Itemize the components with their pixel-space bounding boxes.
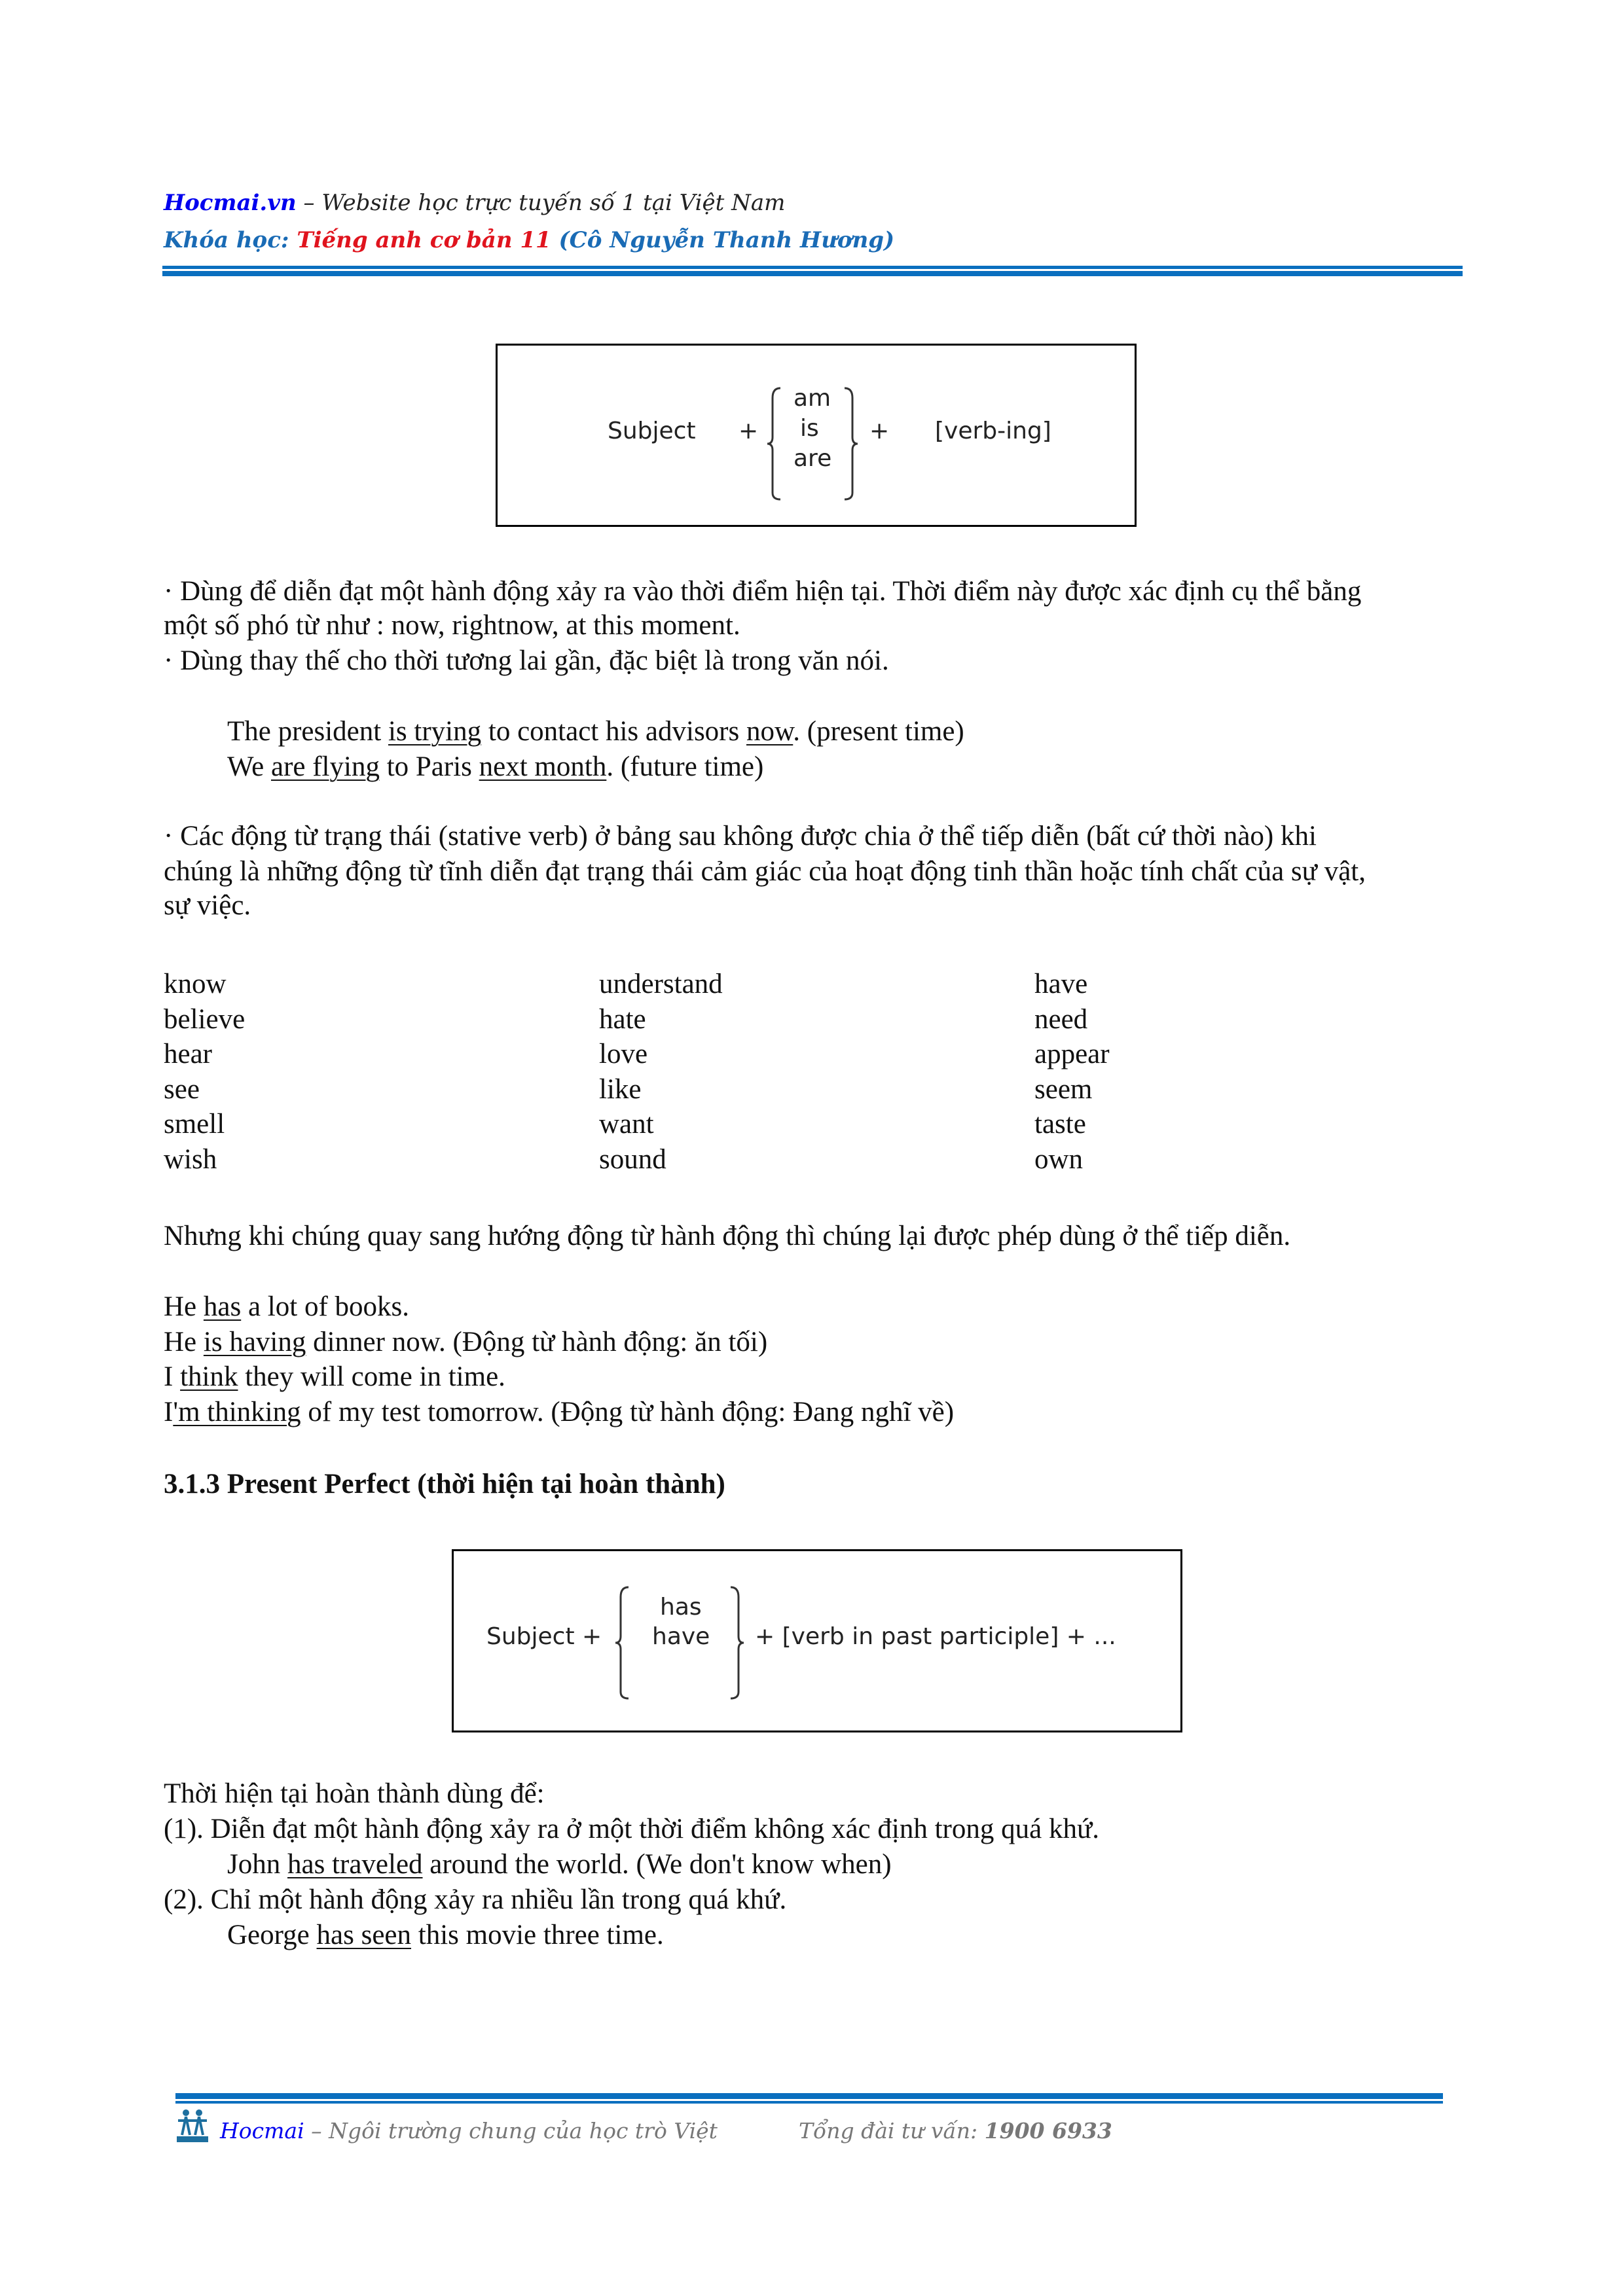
verb-cell: wish: [164, 1144, 217, 1175]
header-rule-thick: [162, 271, 1463, 276]
paragraph: (1). Diễn đạt một hành động xảy ra ở một thời điểm không xác định trong quá khứ.: [164, 1814, 1099, 1844]
formula-have: have: [652, 1623, 710, 1650]
formula-subject: Subject: [608, 418, 696, 444]
formula-plus: +: [869, 418, 890, 444]
formula-subject: Subject +: [486, 1623, 602, 1650]
footer-text: Hocmai – Ngôi trường chung của học trò Việt: [220, 2118, 718, 2144]
paragraph: Thời hiện tại hoàn thành dùng để:: [164, 1778, 545, 1809]
verb-cell: want: [599, 1109, 654, 1140]
header-rule-thin: [162, 266, 1463, 269]
verb-cell: like: [599, 1073, 642, 1105]
course-name: Tiếng anh cơ bản 11: [297, 227, 551, 253]
example-line: He is having dinner now. (Động từ hành động: ăn tối): [164, 1326, 768, 1357]
verb-cell: appear: [1034, 1039, 1110, 1070]
site-link[interactable]: Hocmai.vn: [164, 190, 297, 216]
formula-rest: + [verb in past participle] + ...: [755, 1623, 1116, 1650]
paragraph: (2). Chỉ một hành động xảy ra nhiều lần trong quá khứ.: [164, 1884, 787, 1915]
course-label: Khóa học:: [164, 227, 297, 253]
example-line: He has a lot of books.: [164, 1291, 410, 1322]
verb-cell: hear: [164, 1039, 212, 1070]
example-line: George has seen this movie three time.: [227, 1920, 664, 1950]
teacher: (Cô Nguyễn Thanh Hương): [551, 227, 895, 253]
hocmai-logo-icon: [175, 2109, 210, 2143]
formula-am: am: [793, 385, 831, 412]
stative-text: chúng là những động từ tĩnh diễn đạt trạng thái cảm giác của hoạt động tinh thần hoặc tính chất của sự vật,: [164, 856, 1366, 887]
header-line-1: [164, 190, 785, 216]
tagline: – Website học trực tuyến số 1 tại Việt Nam: [296, 190, 786, 216]
formula-has: has: [660, 1594, 702, 1621]
verb-cell: need: [1034, 1003, 1088, 1035]
header-line-2: [164, 227, 894, 253]
verb-cell: believe: [164, 1003, 246, 1035]
verb-cell: smell: [164, 1109, 225, 1140]
bullet-text: một số phó từ như : now, rightnow, at this moment.: [164, 610, 740, 641]
formula-are: are: [793, 445, 832, 472]
paragraph: Nhưng khi chúng quay sang hướng động từ hành động thì chúng lại được phép dùng ở thể tiếp diễn.: [164, 1221, 1291, 1251]
stative-text: sự việc.: [164, 890, 251, 921]
example-line: I'm thinking of my test tomorrow. (Động từ hành động: Đang nghĩ về): [164, 1396, 955, 1427]
example-line: The president is trying to contact his advisors now. (present time): [227, 716, 964, 747]
verb-cell: hate: [599, 1003, 646, 1035]
footer-rule-thick: [175, 2093, 1443, 2099]
formula-box-perfect: [452, 1549, 1182, 1732]
verb-cell: know: [164, 969, 227, 999]
formula-plus: +: [739, 418, 759, 444]
footer-rule-thin: [175, 2101, 1443, 2104]
verb-cell: understand: [599, 969, 723, 999]
footer-hotline: Tổng đài tư vấn: 1900 6933: [799, 2118, 1112, 2144]
verb-cell: seem: [1034, 1073, 1093, 1105]
footer-brand[interactable]: Hocmai: [220, 2118, 304, 2144]
example-line: We are flying to Paris next month. (future time): [227, 751, 764, 782]
section-heading: 3.1.3 Present Perfect (thời hiện tại hoàn thành): [164, 1469, 725, 1499]
stative-text: · Các động từ trạng thái (stative verb) ở bảng sau không được chia ở thể tiếp diễn (bất cứ thời nào) khi: [164, 821, 1317, 852]
verb-cell: own: [1034, 1144, 1084, 1175]
verb-cell: sound: [599, 1144, 666, 1175]
formula-box-continuous: [496, 344, 1137, 527]
bullet-text: · Dùng thay thế cho thời tương lai gần, đặc biệt là trong văn nói.: [164, 645, 889, 676]
example-line: I think they will come in time.: [164, 1361, 505, 1392]
example-line: John has traveled around the world. (We don't know when): [227, 1849, 892, 1880]
bullet-text: · Dùng để diễn đạt một hành động xảy ra vào thời điểm hiện tại. Thời điểm này được xác định cụ thể bằng: [164, 576, 1362, 607]
formula-verb: [verb-ing]: [935, 418, 1051, 444]
verb-cell: see: [164, 1073, 200, 1105]
formula-is: is: [800, 415, 819, 442]
verb-cell: taste: [1034, 1109, 1086, 1140]
verb-cell: love: [599, 1039, 648, 1070]
verb-cell: have: [1034, 969, 1088, 999]
